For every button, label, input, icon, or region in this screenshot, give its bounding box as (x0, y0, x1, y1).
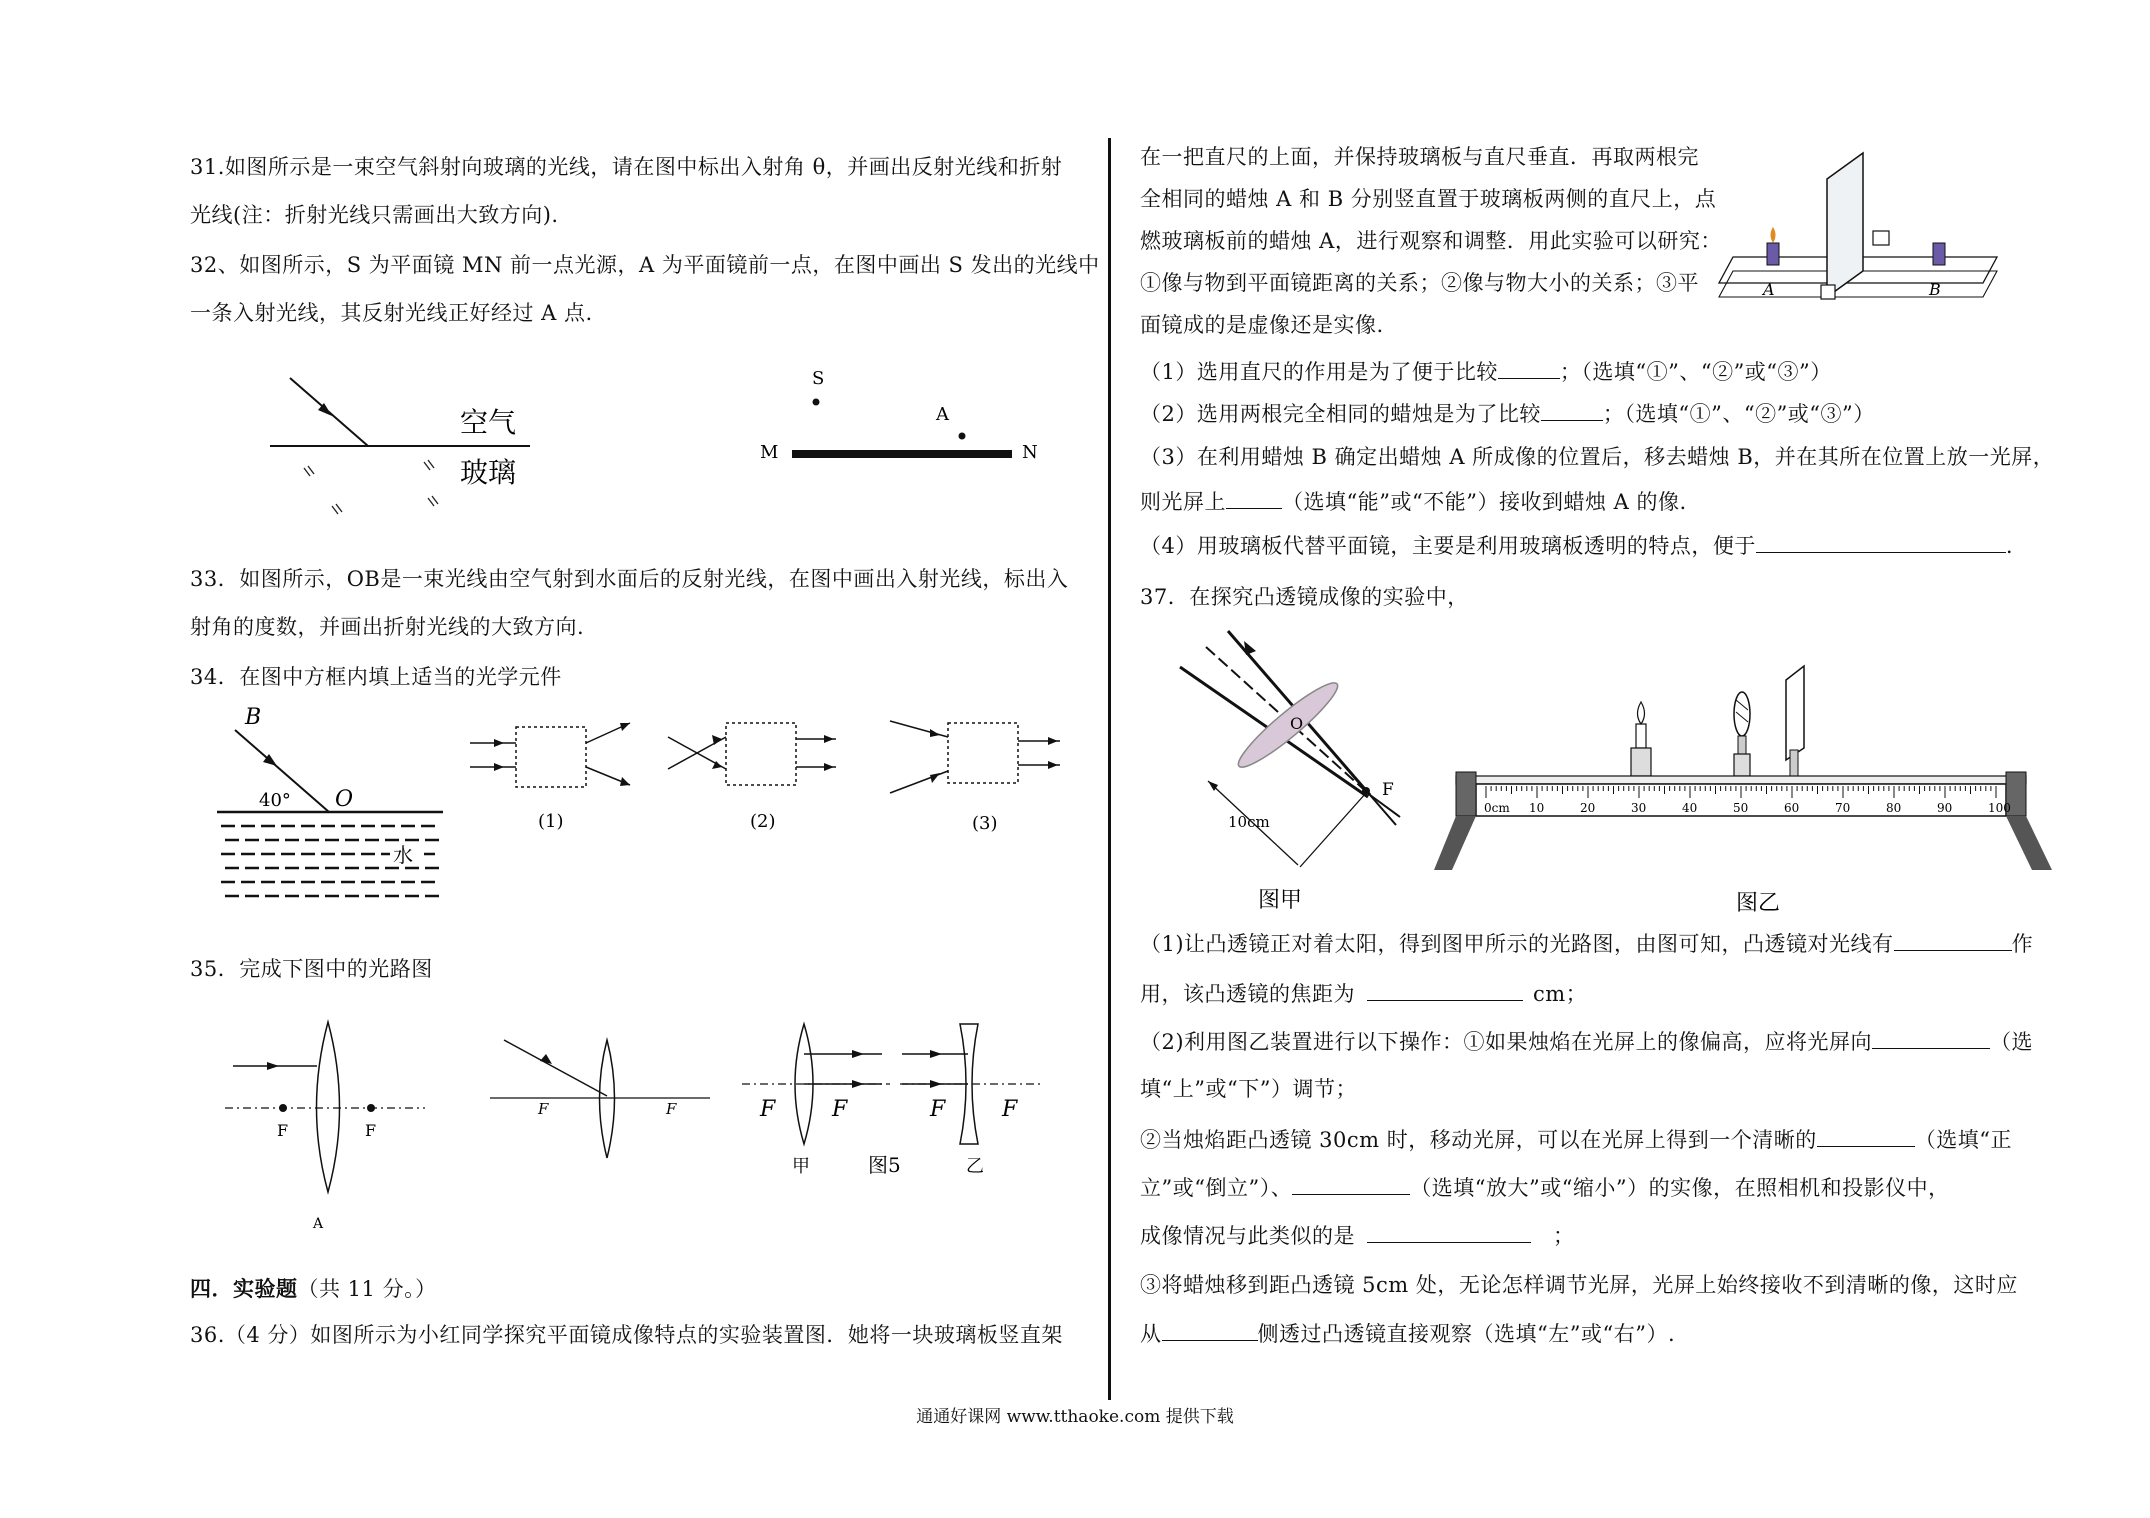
q31-line1: 31.如图所示是一束空气斜射向玻璃的光线，请在图中标出入射角 θ，并画出反射光线和折射 (190, 155, 1063, 179)
q37-s4-text-b: 从 (1140, 1322, 1162, 1346)
box-2 (668, 723, 836, 785)
q37-s3-blank-orient[interactable] (1817, 1124, 1915, 1147)
q36-p2-text-a: （2）选用两根完全相同的蜡烛是为了比较 (1140, 402, 1541, 426)
label-S: S (812, 368, 825, 389)
figure-q34-boxes (460, 705, 1070, 845)
column-divider (1108, 138, 1111, 1400)
q37-s2-text-b: （选 (1990, 1030, 2034, 1054)
q36-p3-text-a: 则光屏上 (1140, 490, 1226, 514)
q37-s3-line3 (1140, 1220, 1575, 1251)
q37-s2-line2: 填“上”或“下”）调节； (1140, 1077, 1357, 1101)
q36-cont-1: 在一把直尺的上面，并保持玻璃板与直尺垂直．再取两根完 (1140, 145, 1699, 169)
q37-s1-text-a: （1)让凸透镜正对着太阳，得到图甲所示的光路图，由图可知，凸透镜对光线有 (1140, 932, 1894, 956)
ruler-label: 50 (1733, 801, 1749, 815)
label-box-2: (2) (750, 811, 776, 832)
q36-part1 (1140, 356, 1832, 387)
q36-p4-text-a: （4）用玻璃板代替平面镜，主要是利用玻璃板透明的特点，便于 (1140, 534, 1756, 558)
q37-s3-line1 (1140, 1124, 2012, 1155)
figure-q37-yi (1440, 660, 2060, 930)
q33-line1: 33．如图所示，OB是一束光线由空气射到水面后的反射光线，在图中画出入射光线，标出入 (190, 567, 1069, 591)
figure-q35-b (490, 1030, 720, 1180)
point-S (813, 399, 820, 406)
q37-s4-text-c: 侧透过凸透镜直接观察（选填“左”或“右”）. (1257, 1322, 1676, 1346)
label-box-3: (3) (972, 813, 998, 834)
q37-s3-text-b: （选填“正 (1914, 1128, 2012, 1152)
ruler-label: 100 (1988, 801, 2011, 815)
label-M: M (760, 442, 779, 463)
q37-s4-line2 (1140, 1318, 1675, 1349)
figure-q35-c (740, 1020, 1070, 1190)
q37-s1-line2 (1140, 978, 1587, 1009)
q36-p1-text-b: ；（选填“①”、“②”或“③”） (1559, 360, 1832, 384)
q34-line1: 34．在图中方框内填上适当的光学元件 (190, 665, 562, 689)
label-O: O (1290, 714, 1304, 733)
ruler-label: 80 (1886, 801, 1902, 815)
q36-cont-4: ①像与物到平面镜距离的关系；②像与物大小的关系；③平 (1140, 271, 1699, 295)
q37-s1-text-b: 作 (2011, 932, 2034, 956)
q33-line2: 射角的度数，并画出折射光线的大致方向. (190, 615, 585, 639)
label-F-jia-right: F (832, 1097, 848, 1122)
label-A: A (313, 1216, 324, 1232)
q37-title: 37．在探究凸透镜成像的实验中， (1140, 585, 1469, 609)
label-F-right: F (365, 1121, 377, 1140)
ruler-label: 0cm (1484, 801, 1510, 815)
q37-s3-text-f: ； (1553, 1224, 1575, 1248)
label-candle-B: B (1929, 280, 1941, 299)
ruler-label: 30 (1631, 801, 1647, 815)
ruler-label: 70 (1835, 801, 1851, 815)
figure-q36-glass-plate (1715, 145, 2015, 315)
q36-part3-line1: （3）在利用蜡烛 B 确定出蜡烛 A 所成像的位置后，移去蜡烛 B，并在其所在位置上放一光屏， (1140, 445, 2055, 469)
q37-s3-blank-size[interactable] (1292, 1172, 1410, 1195)
q37-s4-blank[interactable] (1162, 1318, 1258, 1341)
ruler-label: 20 (1580, 801, 1596, 815)
q37-s3-blank-device[interactable] (1367, 1220, 1531, 1243)
section4-score: （共 11 分。） (297, 1277, 437, 1301)
page-footer: 通通好课网 www.tthaoke.com 提供下载 (916, 1407, 1234, 1427)
q37-s3-text-a: ②当烛焰距凸透镜 30cm 时，移动光屏，可以在光屏上得到一个清晰的 (1140, 1128, 1817, 1152)
figure-q32-mirror (750, 360, 1070, 480)
q36-p2-blank[interactable] (1541, 398, 1603, 421)
figure-q33-water (215, 700, 455, 920)
q31-line2: 光线(注：折射光线只需画出大致方向). (190, 203, 559, 227)
label-B: B (245, 705, 262, 730)
q37-s1-blank-effect[interactable] (1894, 928, 2012, 951)
label-F-left: F (277, 1121, 289, 1140)
q37-s1-blank-focal[interactable] (1367, 978, 1523, 1001)
figure-q31-air-glass (260, 370, 560, 530)
label-air: 空气 (460, 406, 517, 439)
q37-s3-text-e: 成像情况与此类似的是 (1140, 1224, 1355, 1248)
label-box-1: (1) (538, 811, 564, 832)
q36-cont-5: 面镜成的是虚像还是实像. (1140, 313, 1384, 337)
label-fig5: 图5 (868, 1153, 901, 1177)
ruler-label: 60 (1784, 801, 1800, 815)
ruler-label: 90 (1937, 801, 1953, 815)
label-F-left: F (538, 1100, 549, 1118)
mirror-MN (792, 450, 1012, 458)
q36-part4 (1140, 530, 2013, 561)
ruler-label: 10 (1529, 801, 1545, 815)
label-glass: 玻璃 (460, 456, 517, 489)
q32-line1: 32、如图所示，S 为平面镜 MN 前一点光源，A 为平面镜前一点，在图中画出 S 发出的光线中 (190, 253, 1100, 277)
q36-p1-blank[interactable] (1498, 356, 1560, 379)
label-fig-yi: 图乙 (1736, 891, 1781, 916)
q36-p3-text-b: （选填“能”或“不能”）接收到蜡烛 A 的像. (1282, 490, 1687, 514)
q37-s2-line1 (1140, 1026, 2033, 1057)
q36-part3-line2 (1140, 486, 1687, 517)
q37-s3-text-d: （选填“放大”或“缩小”）的实像，在照相机和投影仪中， (1410, 1176, 1950, 1200)
label-F-yi-right: F (1002, 1097, 1018, 1122)
q36-p3-blank[interactable] (1226, 486, 1282, 509)
q37-s2-blank[interactable] (1872, 1026, 1990, 1049)
label-water: 水 (393, 843, 413, 867)
section4-title: 四．实验题 (190, 1276, 298, 1301)
q37-s1-text-c: 用，该凸透镜的焦距为 (1140, 982, 1355, 1006)
label-O: O (335, 787, 354, 812)
label-N: N (1022, 442, 1038, 463)
figure-q37-jia (1160, 625, 1420, 925)
box-1 (470, 723, 630, 787)
label-A: A (936, 404, 949, 425)
q36-line1: 36.（4 分）如图所示为小红同学探究平面镜成像特点的实验装置图．她将一块玻璃板竖直架 (190, 1323, 1063, 1347)
q36-p4-blank[interactable] (1756, 530, 2006, 553)
label-F-right: F (666, 1100, 677, 1118)
q35-line1: 35．完成下图中的光路图 (190, 957, 433, 981)
q32-line2: 一条入射光线，其反射光线正好经过 A 点. (190, 301, 593, 325)
q37-s3-line2 (1140, 1172, 1950, 1203)
figure-q35-a (225, 1020, 435, 1240)
ruler-label: 40 (1682, 801, 1698, 815)
q36-p4-text-b: . (2005, 534, 2014, 558)
q37-s1-line1 (1140, 928, 2033, 959)
q37-s1-text-d: cm； (1533, 982, 1588, 1006)
section4-heading (190, 1274, 437, 1304)
label-F-yi-left: F (930, 1097, 946, 1122)
q36-cont-3: 燃玻璃板前的蜡烛 A，进行观察和调整．用此实验可以研究： (1140, 229, 1722, 253)
label-candle-A: A (1763, 280, 1775, 299)
q37-s2-text-a: （2)利用图乙装置进行以下操作：①如果烛焰在光屏上的像偏高，应将光屏向 (1140, 1030, 1873, 1054)
box-3 (890, 721, 1060, 793)
label-yi: 乙 (966, 1156, 984, 1177)
q36-cont-2: 全相同的蜡烛 A 和 B 分别竖直置于玻璃板两侧的直尺上，点 (1140, 187, 1717, 211)
q36-p1-text-a: （1）选用直尺的作用是为了便于比较 (1140, 360, 1498, 384)
q37-s4-line1: ③将蜡烛移到距凸透镜 5cm 处，无论怎样调节光屏，光屏上始终接收不到清晰的像，这时应 (1140, 1273, 2018, 1297)
point-A (959, 433, 966, 440)
label-F: F (1382, 780, 1394, 800)
label-fig-jia: 图甲 (1258, 888, 1303, 913)
q36-part2 (1140, 398, 1875, 429)
q37-s3-text-c: 立”或“倒立”）、 (1140, 1176, 1293, 1200)
label-angle: 40° (259, 790, 291, 811)
label-10cm: 10cm (1228, 813, 1270, 831)
q36-p2-text-b: ；（选填“①”、“②”或“③”） (1602, 402, 1875, 426)
label-jia: 甲 (792, 1156, 810, 1177)
label-F-jia-left: F (760, 1097, 776, 1122)
